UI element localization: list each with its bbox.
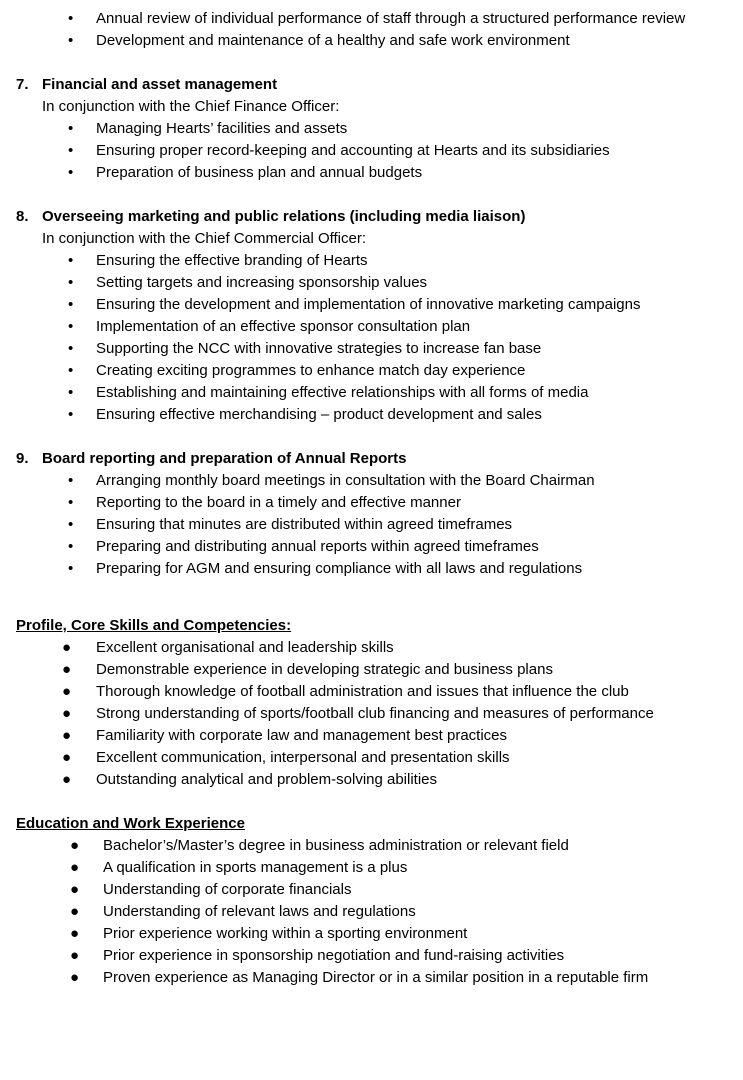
section-8-heading xyxy=(0,206,743,228)
list-item xyxy=(0,558,743,580)
list-item-text: Prior experience in sponsorship negotiation and fund-raising activities xyxy=(103,947,565,964)
list-item-text: Reporting to the board in a timely and effective manner xyxy=(96,494,461,511)
bullet: • xyxy=(68,538,74,555)
list-item xyxy=(0,967,743,989)
list-item-text: Preparing and distributing annual reports within agreed timeframes xyxy=(96,538,539,555)
list-item xyxy=(0,923,743,945)
list-item-text: Managing Hearts’ facilities and assets xyxy=(96,120,348,137)
section-number: 9. xyxy=(16,450,29,467)
list-item xyxy=(0,703,743,725)
list-item xyxy=(0,637,743,659)
bullet: ● xyxy=(70,969,80,986)
bullet: • xyxy=(68,164,74,181)
list-item xyxy=(0,879,743,901)
list-item xyxy=(0,272,743,294)
list-item xyxy=(0,725,743,747)
list-item-text: Understanding of corporate financials xyxy=(103,881,352,898)
list-item-text: Ensuring effective merchandising – product development and sales xyxy=(96,406,542,423)
list-item xyxy=(0,316,743,338)
list-item xyxy=(0,945,743,967)
section-8-list xyxy=(0,250,743,426)
spacer xyxy=(0,426,743,448)
section-title: Board reporting and preparation of Annual Reports xyxy=(42,450,407,467)
list-item-text: Setting targets and increasing sponsorship values xyxy=(96,274,428,291)
bullet: • xyxy=(68,318,74,335)
list-item xyxy=(0,747,743,769)
list-item-text: Annual review of individual performance of staff through a structured performance review xyxy=(96,10,686,27)
section-8-intro: In conjunction with the Chief Commercial Officer: xyxy=(42,230,367,247)
list-item xyxy=(0,162,743,184)
list-item-text: Supporting the NCC with innovative strategies to increase fan base xyxy=(96,340,542,357)
list-item xyxy=(0,30,743,52)
spacer xyxy=(0,791,743,813)
list-item-text: Ensuring the effective branding of Hearts xyxy=(96,252,368,269)
list-item-text: Strong understanding of sports/football club financing and measures of performance xyxy=(96,705,654,722)
list-item-text: Ensuring proper record-keeping and accounting at Hearts and its subsidiaries xyxy=(96,142,610,159)
list-item xyxy=(0,659,743,681)
list-item-text: A qualification in sports management is a plus xyxy=(103,859,408,876)
bullet: ● xyxy=(62,749,72,766)
spacer xyxy=(0,52,743,74)
bullet: • xyxy=(68,516,74,533)
bullet: ● xyxy=(62,661,72,678)
bullet: ● xyxy=(70,947,80,964)
bullet: ● xyxy=(62,771,72,788)
list-item-text: Ensuring that minutes are distributed within agreed timeframes xyxy=(96,516,513,533)
bullet: ● xyxy=(70,903,80,920)
list-item xyxy=(0,118,743,140)
section-number: 7. xyxy=(16,76,29,93)
list-item-text: Outstanding analytical and problem-solving abilities xyxy=(96,771,438,788)
bullet: • xyxy=(68,32,74,49)
list-item xyxy=(0,404,743,426)
bullet: • xyxy=(68,362,74,379)
list-item xyxy=(0,835,743,857)
education-heading: Education and Work Experience xyxy=(16,815,245,832)
section-9-list xyxy=(0,470,743,580)
bullet: ● xyxy=(70,837,80,854)
section-number: 8. xyxy=(16,208,29,225)
bullet: ● xyxy=(62,727,72,744)
bullet: • xyxy=(68,274,74,291)
list-item-text: Demonstrable experience in developing strategic and business plans xyxy=(96,661,553,678)
section-title: Overseeing marketing and public relations (including media liaison) xyxy=(42,208,526,225)
list-item-text: Ensuring the development and implementation of innovative marketing campaigns xyxy=(96,296,641,313)
bullet: • xyxy=(68,10,74,27)
list-item xyxy=(0,681,743,703)
bullet: • xyxy=(68,296,74,313)
list-item xyxy=(0,140,743,162)
section-7-heading xyxy=(0,74,743,96)
list-item-text: Prior experience working within a sporting environment xyxy=(103,925,468,942)
bullet: • xyxy=(68,120,74,137)
bullet: ● xyxy=(62,639,72,656)
list-item-text: Familiarity with corporate law and management best practices xyxy=(96,727,508,744)
list-item-text: Arranging monthly board meetings in consultation with the Board Chairman xyxy=(96,472,595,489)
bullet: • xyxy=(68,142,74,159)
bullet: ● xyxy=(70,925,80,942)
list-item xyxy=(0,769,743,791)
section-7-list xyxy=(0,118,743,184)
list-item-text: Creating exciting programmes to enhance match day experience xyxy=(96,362,526,379)
profile-heading: Profile, Core Skills and Competencies: xyxy=(16,617,292,634)
list-item xyxy=(0,338,743,360)
list-item-text: Establishing and maintaining effective relationships with all forms of media xyxy=(96,384,589,401)
list-item xyxy=(0,492,743,514)
bullet: ● xyxy=(62,683,72,700)
list-item-text: Proven experience as Managing Director or in a similar position in a reputable firm xyxy=(103,969,649,986)
list-item xyxy=(0,470,743,492)
bullet: • xyxy=(68,406,74,423)
list-item xyxy=(0,857,743,879)
profile-list xyxy=(0,637,743,791)
list-item-text: Development and maintenance of a healthy and safe work environment xyxy=(96,32,570,49)
list-item-text: Preparation of business plan and annual budgets xyxy=(96,164,423,181)
list-item-text: Thorough knowledge of football administration and issues that influence the club xyxy=(96,683,629,700)
section-9-heading xyxy=(0,448,743,470)
section-title: Financial and asset management xyxy=(42,76,278,93)
list-item xyxy=(0,8,743,30)
spacer xyxy=(0,184,743,206)
list-item xyxy=(0,382,743,404)
list-item-text: Bachelor’s/Master’s degree in business administration or relevant field xyxy=(103,837,569,854)
list-item-text: Understanding of relevant laws and regulations xyxy=(103,903,416,920)
bullet: • xyxy=(68,340,74,357)
list-item xyxy=(0,250,743,272)
section-7-intro: In conjunction with the Chief Finance Officer: xyxy=(42,98,340,115)
bullet: ● xyxy=(70,859,80,876)
education-list xyxy=(0,835,743,989)
top-list xyxy=(0,8,743,52)
list-item xyxy=(0,514,743,536)
list-item xyxy=(0,360,743,382)
spacer xyxy=(0,580,743,615)
list-item xyxy=(0,536,743,558)
bullet: • xyxy=(68,384,74,401)
list-item xyxy=(0,294,743,316)
list-item-text: Excellent organisational and leadership skills xyxy=(96,639,394,656)
list-item-text: Preparing for AGM and ensuring compliance with all laws and regulations xyxy=(96,560,583,577)
bullet: • xyxy=(68,252,74,269)
list-item-text: Implementation of an effective sponsor consultation plan xyxy=(96,318,471,335)
document-page xyxy=(0,8,743,989)
bullet: • xyxy=(68,560,74,577)
bullet: ● xyxy=(70,881,80,898)
list-item xyxy=(0,901,743,923)
bullet: • xyxy=(68,472,74,489)
bullet: • xyxy=(68,494,74,511)
list-item-text: Excellent communication, interpersonal and presentation skills xyxy=(96,749,510,766)
bullet: ● xyxy=(62,705,72,722)
